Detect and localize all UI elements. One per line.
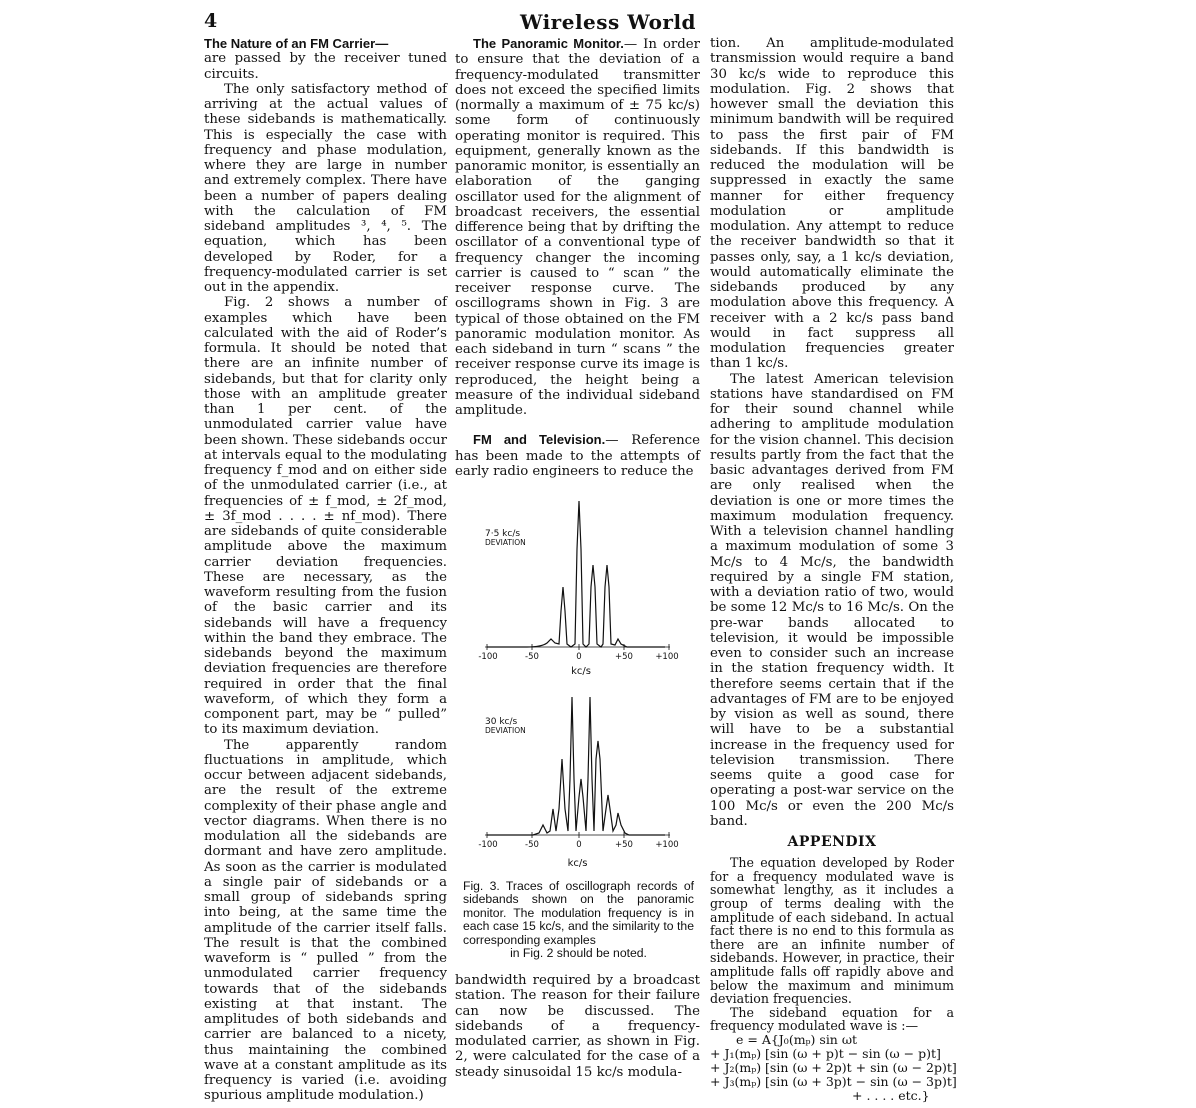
masthead: Wireless World xyxy=(519,10,697,34)
axis-unit-label: kc/s xyxy=(567,858,588,870)
tick-label: 0 xyxy=(576,652,582,662)
page-number: 4 xyxy=(204,10,218,32)
paragraph: The apparently random fluctuations in amplitude, which occur between adjacent sidebands, are the result of the extreme complexity of their phase angle and vector diagrams. When there is no modulation all the sidebands are dormant and have zero amplitude. As soon as the carrier is modulated a single pair of sidebands or a small group of sidebands spring into being, at the same time the amplitude of the carrier itself falls. The result is that the combined waveform is “ pulled ” from the unmodulated carrier frequency towards that of the sidebands existing at that instant. The amplitudes of both sidebands and carrier are balanced to a nicety, thus maintaining the combined wave at a constant amplitude as its frequency is varied (i.e. avoiding spurious amplitude modulation.) xyxy=(204,737,447,1104)
tick-label: +100 xyxy=(655,840,679,850)
equation-line: e = A{J₀(mₚ) sin ωt xyxy=(736,1031,858,1047)
trace-1-label-deviation: DEVIATION xyxy=(485,538,526,547)
section-heading-fm-carrier: The Nature of an FM Carrier— xyxy=(204,36,389,51)
figure-caption xyxy=(455,880,700,962)
paragraph: The only satisfactory method of arriving at the actual values of these sidebands is mathematically. This is especially the case with frequency and phase modulation, where they are large in number and extremely complex. There have been a number of papers dealing with the calculation of FM sideband amplitudes ³, ⁴, ⁵. The equation, which has been developed by Roder, for a frequency-modulated carrier is set out in the appendix. xyxy=(204,81,447,295)
tick-label: +50 xyxy=(615,652,633,662)
paragraph: The sideband equation for a frequency modulated wave is :— xyxy=(710,1004,954,1034)
paragraph-panoramic-monitor xyxy=(455,36,700,418)
paragraph: The equation developed by Roder for a frequency modulated wave is somewhat lengthy, as it includes a group of terms dealing with the amplitude of each sideband. In actual fact there is no end to this formula as there are an infinite number of sidebands. However, in practice, their amplitude falls off rapidly above and below the maximum and minimum deviation frequencies. xyxy=(710,855,954,1007)
figure-3 xyxy=(455,479,700,961)
equation-line: + J₁(mₚ) [sin (ω + p)t − sin (ω − p)t] xyxy=(710,1045,941,1061)
equation-line: + . . . . etc.} xyxy=(852,1087,930,1103)
equation-line: + J₃(mₚ) [sin (ω + 3p)t − sin (ω − 3p)t] xyxy=(710,1073,957,1089)
appendix-heading: APPENDIX xyxy=(787,834,877,850)
tick-label: -100 xyxy=(478,840,498,850)
column-1 xyxy=(204,36,447,1104)
figure-caption-end: in Fig. 2 should be noted. xyxy=(510,946,647,961)
trace-2-label-rate: 30 kc/s xyxy=(485,717,518,727)
section-heading-panoramic-monitor: The Panoramic Monitor. xyxy=(473,36,624,51)
paragraph-text: — Reference has been made to the attempts of early radio engineers to reduce the xyxy=(455,433,700,479)
sideband-equation xyxy=(710,1031,957,1103)
column-3 xyxy=(710,36,957,1103)
tick-label: -100 xyxy=(478,652,498,662)
oscillograph-traces xyxy=(455,479,700,854)
tick-label: -50 xyxy=(525,652,539,662)
paragraph: bandwidth required by a broadcast station. The reason for their failure can now be discussed. The sidebands of a frequency-modulated carrier, as shown in Fig. 2, were calculated for the case of a steady sinusoidal 15 kc/s modula- xyxy=(455,973,700,1080)
paragraph: are passed by the receiver tuned circuits. xyxy=(204,51,447,82)
paragraph-fm-television xyxy=(455,432,700,479)
section-heading-fm-television: FM and Television. xyxy=(473,432,606,448)
column-2 xyxy=(455,36,700,1080)
tick-label: -50 xyxy=(525,840,539,850)
trace-2-label-deviation: DEVIATION xyxy=(485,726,526,735)
tick-label: 0 xyxy=(576,840,582,850)
figure-caption-text: Fig. 3. Traces of oscillograph records of sidebands shown on the panoramic monitor. The modulation frequency is in each case 15 kc/s, and the similarity to the corresponding examples xyxy=(463,878,694,947)
equation-line: + J₂(mₚ) [sin (ω + 2p)t + sin (ω − 2p)t] xyxy=(710,1059,957,1075)
paragraph: The latest American television stations have standardised on FM for their sound channel while adhering to amplitude modulation for the vision channel. This decision results partly from the fact that the basic advantages derived from FM are only realised when the deviation is one or more times the maximum modulation frequency. With a television channel handling a maximum modulation of some 3 Mc/s to 4 Mc/s, the bandwidth required by a single FM station, with a deviation ratio of two, would be some 12 Mc/s to 16 Mc/s. On the pre-war bands allocated to television, it would be impossible even to consider such an increase in the station frequency width. It therefore seems certain that if the advantages of FM are to be enjoyed by vision as well as sound, there will have to be a substantial increase in the frequency used for television transmission. There seems quite a good case for operating a post-war service on the 100 Mc/s or even the 200 Mc/s band. xyxy=(710,371,954,829)
trace-1-label-rate: 7·5 kc/s xyxy=(485,529,521,539)
tick-label: +100 xyxy=(655,652,679,662)
paragraph: Fig. 2 shows a number of examples which have been calculated with the aid of Roder’s formula. It should be noted that there are an infinite number of sidebands, but that for clarity only those with an amplitude greater than 1 per cent. of the unmodulated carrier value have been shown. These sidebands occur at intervals equal to the modulating frequency f_mod and on either side of the unmodulated carrier (i.e., at frequencies of ± f_mod, ± 2f_mod, ± 3f_mod . . . . ± nf_mod). There are sidebands of quite considerable amplitude above the maximum carrier deviation frequencies. These are necessary, as the waveform resulting from the fusion of the basic carrier and its sidebands will have a frequency within the band they embrace. The sidebands beyond the maximum deviation frequencies are therefore required in order that the final waveform, of which they form a component part, may be “ pulled” to its maximum deviation. xyxy=(204,295,447,738)
tick-label: +50 xyxy=(615,840,633,850)
trace-1-waveform xyxy=(487,501,665,647)
axis-unit-label: kc/s xyxy=(571,666,591,677)
paragraph: tion. An amplitude-modulated transmission would require a band 30 kc/s wide to reproduce this modulation. Fig. 2 shows that however small the deviation this minimum bandwith will be required to pass the first pair of FM sidebands. If this bandwidth is reduced the modulation will be suppressed in exactly the same manner for either frequency modulation or amplitude modulation. Any attempt to reduce the receiver bandwidth so that it passes only, say, a 1 kc/s deviation, would automatically eliminate the sidebands produced by any modulation above this frequency. A receiver with a 2 kc/s pass band would in fact suppress all modulation frequencies greater than 1 kc/s. xyxy=(710,36,954,372)
paragraph-text: — In order to ensure that the deviation of a frequency-modulated transmitter does not exceed the specified limits (normally a maximum of ± 75 kc/s) some form of continuously operating monitor is required. This equipment, generally known as the panoramic monitor, is essentially an elaboration of the ganging oscillator used for the alignment of broadcast receivers, the essential difference being that by drifting the oscillator of a conventional type of frequency changer the incoming carrier is caused to “ scan ” the receiver response curve. The oscillograms shown in Fig. 3 are typical of those obtained on the FM panoramic modulation monitor. As each sideband in turn “ scans ” the receiver response curve its image is reproduced, the height being a measure of the individual sideband amplitude. xyxy=(455,37,700,418)
